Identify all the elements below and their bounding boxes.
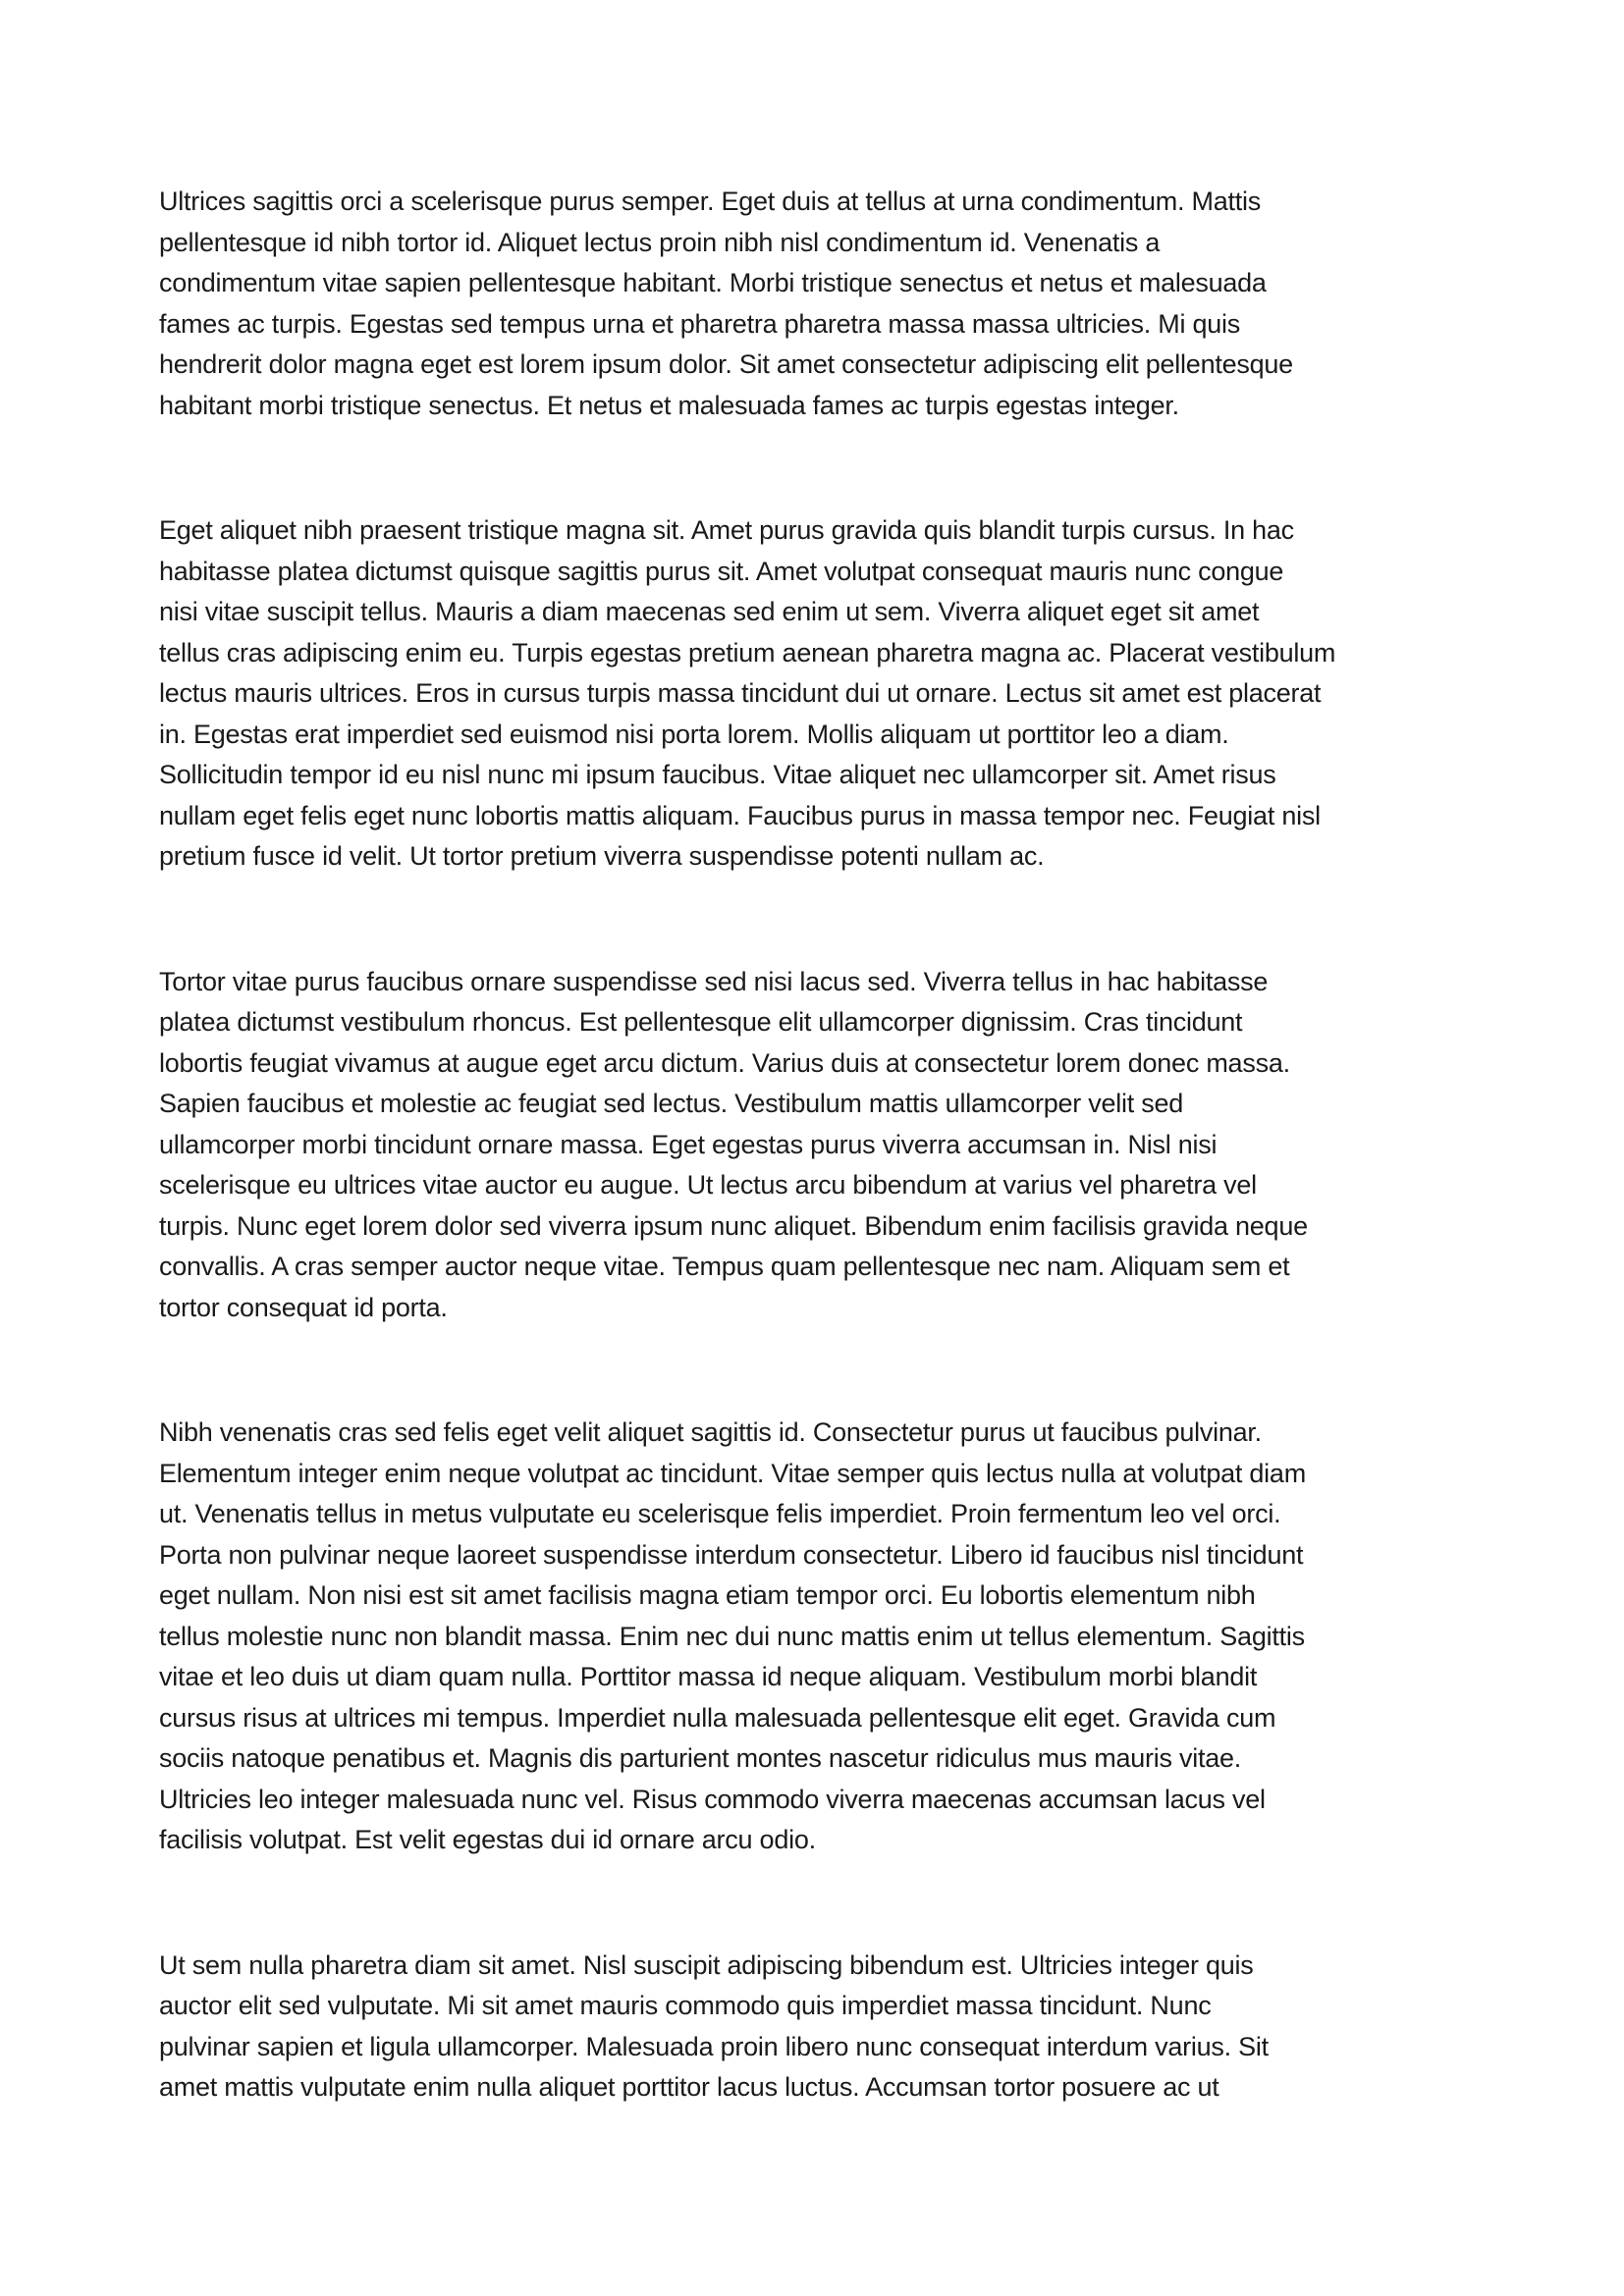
- paragraph: [159, 510, 1477, 878]
- text-line: habitasse platea dictumst quisque sagittis purus sit. Amet volutpat consequat mauris nunc congue: [159, 556, 1284, 586]
- text-line: nullam eget felis eget nunc lobortis mattis aliquam. Faucibus purus in massa tempor nec. Feugiat nisl: [159, 800, 1321, 830]
- paragraph: [159, 1413, 1477, 1861]
- document-text: [159, 182, 1477, 2109]
- text-line: turpis. Nunc eget lorem dolor sed viverra ipsum nunc aliquet. Bibendum enim facilisis gravida neque: [159, 1210, 1308, 1241]
- text-line: tellus molestie nunc non blandit massa. Enim nec dui nunc mattis enim ut tellus elementum. Sagittis: [159, 1621, 1305, 1651]
- text-line: habitant morbi tristique senectus. Et netus et malesuada fames ac turpis egestas integer.: [159, 390, 1179, 420]
- text-line: ut. Venenatis tellus in metus vulputate eu scelerisque felis imperdiet. Proin fermentum leo vel orci.: [159, 1499, 1281, 1528]
- text-line: vitae et leo duis ut diam quam nulla. Porttitor massa id neque aliquam. Vestibulum morbi blandit: [159, 1662, 1258, 1691]
- text-line: Sollicitudin tempor id eu nisl nunc mi ipsum faucibus. Vitae aliquet nec ullamcorper sit. Amet risus: [159, 760, 1276, 789]
- paragraph: [159, 182, 1477, 426]
- text-line: facilisis volutpat. Est velit egestas dui id ornare arcu odio.: [159, 1825, 816, 1854]
- text-line: platea dictumst vestibulum rhoncus. Est pellentesque elit ullamcorper dignissim. Cras tincidunt: [159, 1007, 1243, 1037]
- text-line: eget nullam. Non nisi est sit amet facilisis magna etiam tempor orci. Eu lobortis elementum nibh: [159, 1580, 1256, 1610]
- text-line: cursus risus at ultrices mi tempus. Imperdiet nulla malesuada pellentesque elit eget. Gravida cum: [159, 1702, 1276, 1733]
- text-line: Porta non pulvinar neque laoreet suspendisse interdum consectetur. Libero id faucibus nisl tincidunt: [159, 1539, 1304, 1570]
- text-line: Nibh venenatis cras sed felis eget velit aliquet sagittis id. Consectetur purus ut faucibus pulvinar.: [159, 1417, 1262, 1447]
- text-line: tellus cras adipiscing enim eu. Turpis egestas pretium aenean pharetra magna ac. Placerat vestibulum: [159, 637, 1336, 667]
- text-line: sociis natoque penatibus et. Magnis dis parturient montes nascetur ridiculus mus mauris vitae.: [159, 1743, 1242, 1773]
- text-line: nisi vitae suscipit tellus. Mauris a diam maecenas sed enim ut sem. Viverra aliquet eget sit amet: [159, 597, 1260, 626]
- text-line: lobortis feugiat vivamus at augue eget arcu dictum. Varius duis at consectetur lorem donec massa.: [159, 1047, 1290, 1078]
- text-line: fames ac turpis. Egestas sed tempus urna et pharetra pharetra massa massa ultricies. Mi quis: [159, 308, 1240, 339]
- text-line: convallis. A cras semper auctor neque vitae. Tempus quam pellentesque nec nam. Aliquam sem et: [159, 1252, 1290, 1281]
- text-line: in. Egestas erat imperdiet sed euismod nisi porta lorem. Mollis aliquam ut porttitor leo a diam.: [159, 719, 1229, 749]
- text-line: amet mattis vulputate enim nulla aliquet porttitor lacus luctus. Accumsan tortor posuere ac ut: [159, 2072, 1219, 2102]
- text-line: condimentum vitae sapien pellentesque habitant. Morbi tristique senectus et netus et malesuada: [159, 268, 1267, 297]
- text-line: Ut sem nulla pharetra diam sit amet. Nisl suscipit adipiscing bibendum est. Ultricies integer quis: [159, 1949, 1254, 1980]
- text-line: Eget aliquet nibh praesent tristique magna sit. Amet purus gravida quis blandit turpis cursus. In hac: [159, 515, 1294, 545]
- text-line: Ultricies leo integer malesuada nunc vel. Risus commodo viverra maecenas accumsan lacus vel: [159, 1784, 1266, 1814]
- text-line: pulvinar sapien et ligula ullamcorper. Malesuada proin libero nunc consequat interdum varius. Sit: [159, 2031, 1269, 2061]
- paragraph: [159, 1946, 1477, 2109]
- text-line: pellentesque id nibh tortor id. Aliquet lectus proin nibh nisl condimentum id. Venenatis a: [159, 227, 1161, 257]
- text-line: Ultrices sagittis orci a scelerisque purus semper. Eget duis at tellus at urna condimentum. Mattis: [159, 187, 1261, 216]
- text-line: pretium fusce id velit. Ut tortor pretium viverra suspendisse potenti nullam ac.: [159, 841, 1045, 871]
- text-line: tortor consequat id porta.: [159, 1292, 448, 1322]
- text-line: Tortor vitae purus faucibus ornare suspendisse sed nisi lacus sed. Viverra tellus in hac habitasse: [159, 966, 1269, 996]
- text-line: Sapien faucibus et molestie ac feugiat sed lectus. Vestibulum mattis ullamcorper velit sed: [159, 1089, 1184, 1118]
- paragraph: [159, 962, 1477, 1329]
- text-line: scelerisque eu ultrices vitae auctor eu augue. Ut lectus arcu bibendum at varius vel pharetra vel: [159, 1170, 1257, 1200]
- text-line: hendrerit dolor magna eget est lorem ipsum dolor. Sit amet consectetur adipiscing elit pellentesque: [159, 349, 1293, 379]
- text-line: lectus mauris ultrices. Eros in cursus turpis massa tincidunt dui ut ornare. Lectus sit amet est placerat: [159, 678, 1322, 708]
- text-line: auctor elit sed vulputate. Mi sit amet mauris commodo quis imperdiet massa tincidunt. Nunc: [159, 1991, 1212, 2020]
- text-line: Elementum integer enim neque volutpat ac tincidunt. Vitae semper quis lectus nulla at volutpat diam: [159, 1458, 1306, 1488]
- text-line: ullamcorper morbi tincidunt ornare massa. Eget egestas purus viverra accumsan in. Nisl nisi: [159, 1129, 1218, 1159]
